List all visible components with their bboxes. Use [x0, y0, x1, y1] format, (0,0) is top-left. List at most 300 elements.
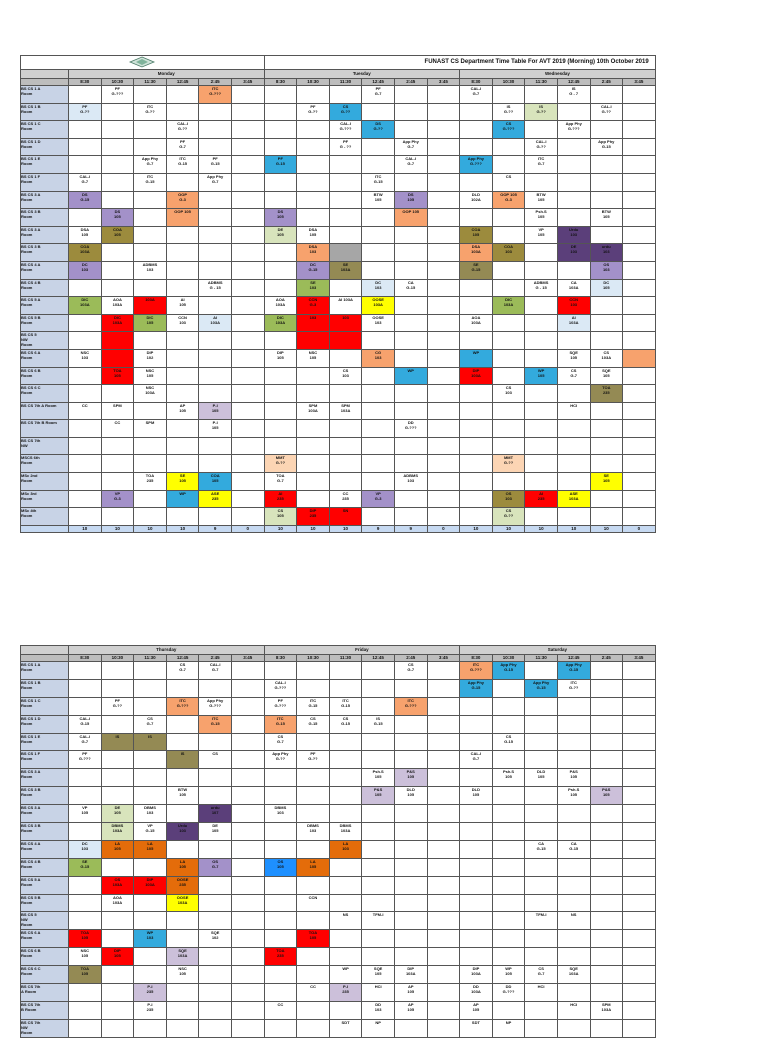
class-cell [460, 894, 493, 912]
class-cell [394, 948, 427, 966]
class-cell [264, 385, 297, 403]
class-cell [231, 733, 264, 751]
class-cell [394, 733, 427, 751]
class-cell [460, 437, 493, 455]
class-cell [492, 86, 525, 104]
class-cell: SPM [134, 420, 167, 438]
class-cell [69, 437, 102, 455]
class-cell [557, 876, 590, 894]
class-cell [297, 455, 330, 473]
time-slot-header: 8:30 [264, 655, 297, 662]
class-cell: CG 103 [362, 349, 395, 367]
class-cell [69, 912, 102, 930]
logo-cell [21, 56, 265, 70]
class-cell [329, 279, 362, 297]
class-cell [427, 437, 460, 455]
class-cell [460, 473, 493, 491]
class-cell [492, 402, 525, 420]
class-cell [427, 508, 460, 526]
class-cell: DE 105 [199, 823, 232, 841]
class-cell [231, 787, 264, 805]
class-cell [69, 138, 102, 156]
class-cell [134, 858, 167, 876]
class-cell: SDT [460, 1019, 493, 1037]
section-label: BS CS 1 C Room [21, 697, 69, 715]
class-cell: CCN 103 [557, 297, 590, 315]
class-cell: TFM-I [362, 912, 395, 930]
class-cell [427, 473, 460, 491]
class-cell: WP [166, 490, 199, 508]
class-cell [460, 385, 493, 403]
section-row [21, 912, 656, 930]
time-slot-header: 2:45 [394, 79, 427, 86]
class-cell [101, 385, 134, 403]
class-cell [362, 385, 395, 403]
class-cell [557, 103, 590, 121]
class-cell [557, 930, 590, 948]
class-cell [199, 103, 232, 121]
class-cell [557, 209, 590, 227]
class-cell [623, 297, 656, 315]
class-cell: AI 235 [525, 490, 558, 508]
class-cell: urdu 103 [590, 244, 623, 262]
class-cell: CA G-15 [557, 840, 590, 858]
class-cell: App Phy G-15 [590, 138, 623, 156]
class-cell: PF G-7 [166, 138, 199, 156]
class-cell: TFM-I [525, 912, 558, 930]
class-cell [557, 385, 590, 403]
section-label: BS CS 3 A Room [21, 769, 69, 787]
class-cell [231, 437, 264, 455]
class-cell: AOA 103A [101, 894, 134, 912]
class-cell [427, 1019, 460, 1037]
class-cell [557, 138, 590, 156]
class-cell [492, 279, 525, 297]
class-cell [264, 244, 297, 262]
time-slot-header: 8:30 [460, 655, 493, 662]
time-header-row [21, 655, 656, 662]
class-cell [525, 662, 558, 680]
class-cell [492, 715, 525, 733]
class-cell [264, 876, 297, 894]
class-cell [427, 930, 460, 948]
class-cell: TOA 235 [264, 948, 297, 966]
class-cell [623, 876, 656, 894]
class-cell [166, 715, 199, 733]
class-cell [525, 823, 558, 841]
class-cell: TOA 105 [69, 966, 102, 984]
section-row [21, 679, 656, 697]
class-cell [492, 930, 525, 948]
class-cell [427, 349, 460, 367]
class-cell: SPM 103A [329, 402, 362, 420]
class-cell: App Phy G-15 [460, 679, 493, 697]
class-cell [394, 121, 427, 139]
class-cell [362, 244, 395, 262]
class-cell [264, 121, 297, 139]
class-cell: ADBMS 103 [394, 473, 427, 491]
class-cell [297, 173, 330, 191]
class-cell: OOP 105 G-3 [492, 191, 525, 209]
class-cell [69, 490, 102, 508]
class-cell [231, 715, 264, 733]
class-cell [264, 840, 297, 858]
class-cell [460, 297, 493, 315]
class-cell [231, 420, 264, 438]
class-cell [134, 191, 167, 209]
class-cell [590, 297, 623, 315]
class-cell [427, 121, 460, 139]
class-cell [557, 261, 590, 279]
class-cell [69, 156, 102, 174]
class-cell [329, 244, 362, 262]
class-cell [427, 226, 460, 244]
class-cell [231, 662, 264, 680]
class-cell [394, 437, 427, 455]
class-cell [101, 715, 134, 733]
class-cell [590, 455, 623, 473]
class-cell [427, 769, 460, 787]
class-cell [362, 138, 395, 156]
class-cell [264, 662, 297, 680]
class-cell [297, 679, 330, 697]
time-slot-header: 11:30 [329, 655, 362, 662]
class-cell [69, 367, 102, 385]
class-cell [199, 209, 232, 227]
class-cell [590, 679, 623, 697]
class-cell [199, 912, 232, 930]
class-cell [427, 805, 460, 823]
slot-count: 10 [264, 525, 297, 532]
class-cell [329, 332, 362, 350]
class-cell [166, 332, 199, 350]
class-cell [231, 385, 264, 403]
section-label: BS CS 1 E Room [21, 733, 69, 751]
class-cell: SPM [101, 402, 134, 420]
class-cell: SE G-15 [69, 858, 102, 876]
class-cell [231, 984, 264, 1002]
class-cell [134, 679, 167, 697]
section-row [21, 823, 656, 841]
class-cell [231, 173, 264, 191]
class-cell [231, 751, 264, 769]
count-label [21, 525, 69, 532]
class-cell [623, 385, 656, 403]
class-cell [362, 156, 395, 174]
class-cell [264, 261, 297, 279]
class-cell [362, 858, 395, 876]
class-cell [199, 948, 232, 966]
class-cell [231, 508, 264, 526]
class-cell [231, 679, 264, 697]
section-row [21, 244, 656, 262]
section-row [21, 840, 656, 858]
class-cell [623, 191, 656, 209]
class-cell [199, 138, 232, 156]
section-label: BS CS 4 A Room [21, 840, 69, 858]
class-cell [525, 751, 558, 769]
class-cell [492, 679, 525, 697]
class-cell [427, 209, 460, 227]
class-cell: Psh.S 105 [557, 787, 590, 805]
class-cell [362, 679, 395, 697]
class-cell: CAL-I G-7 [69, 733, 102, 751]
section-row [21, 402, 656, 420]
class-cell [101, 455, 134, 473]
class-cell [623, 279, 656, 297]
class-cell [427, 966, 460, 984]
section-label: BS CS 1 E Room [21, 156, 69, 174]
class-cell [492, 894, 525, 912]
class-cell [557, 173, 590, 191]
class-cell [590, 173, 623, 191]
class-cell [166, 173, 199, 191]
class-cell [297, 332, 330, 350]
count-row [21, 525, 656, 532]
class-cell [427, 385, 460, 403]
class-cell [492, 437, 525, 455]
class-cell [231, 490, 264, 508]
corner-cell [21, 655, 69, 662]
class-cell [329, 948, 362, 966]
time-slot-header: 10:30 [297, 655, 330, 662]
class-cell: CCN 103 [166, 314, 199, 332]
class-cell: SPM 103A [590, 1001, 623, 1019]
class-cell: 103 [329, 314, 362, 332]
class-cell [427, 948, 460, 966]
class-cell: BTW 105 [166, 787, 199, 805]
class-cell: AI 235 [264, 490, 297, 508]
class-cell [557, 420, 590, 438]
section-row [21, 332, 656, 350]
class-cell [231, 244, 264, 262]
day-header-row [21, 646, 656, 655]
class-cell [101, 279, 134, 297]
time-slot-header: 3:45 [623, 655, 656, 662]
class-cell [525, 1019, 558, 1037]
class-cell [525, 473, 558, 491]
class-cell [394, 508, 427, 526]
class-cell [329, 191, 362, 209]
class-cell: CS G-7 [134, 715, 167, 733]
class-cell [394, 858, 427, 876]
class-cell: OOSE 103A [362, 297, 395, 315]
class-cell [199, 385, 232, 403]
class-cell [623, 473, 656, 491]
class-cell: AI 103A [199, 314, 232, 332]
class-cell [427, 367, 460, 385]
class-cell: CS G-7 [264, 733, 297, 751]
class-cell [623, 103, 656, 121]
class-cell [590, 840, 623, 858]
class-cell: DC 103 [362, 279, 395, 297]
class-cell [557, 455, 590, 473]
class-cell [623, 121, 656, 139]
class-cell: CAL-I G-7 [69, 173, 102, 191]
class-cell [199, 876, 232, 894]
class-cell [134, 894, 167, 912]
class-cell: App Phy G-15 [492, 662, 525, 680]
class-cell: CS 103 [329, 367, 362, 385]
class-cell [329, 662, 362, 680]
class-cell [199, 1019, 232, 1037]
class-cell [297, 209, 330, 227]
class-cell [525, 244, 558, 262]
section-row [21, 805, 656, 823]
class-cell [231, 966, 264, 984]
class-cell: Psh.S 105 [492, 769, 525, 787]
class-cell [264, 367, 297, 385]
class-cell [264, 138, 297, 156]
class-cell [297, 367, 330, 385]
class-cell: ADBMS G - 15 [525, 279, 558, 297]
class-cell [134, 226, 167, 244]
class-cell: DC 103 [69, 840, 102, 858]
class-cell [492, 367, 525, 385]
class-cell [101, 930, 134, 948]
class-cell: TOA 235 [134, 473, 167, 491]
section-label: BS CS 3 A Room [21, 805, 69, 823]
section-label: BS CS 3 B Room [21, 823, 69, 841]
section-row [21, 787, 656, 805]
class-cell: CAL-I G-7 [460, 751, 493, 769]
class-cell [231, 138, 264, 156]
class-cell [69, 420, 102, 438]
class-cell: DIC 103A [101, 314, 134, 332]
timetable-sheet-2 [20, 645, 656, 1038]
class-cell [231, 948, 264, 966]
class-cell [492, 420, 525, 438]
class-cell [231, 209, 264, 227]
class-cell [166, 1019, 199, 1037]
class-cell: ITC G-15 [199, 715, 232, 733]
class-cell: DIC 105 [134, 314, 167, 332]
section-label: MSc 3rd Room [21, 490, 69, 508]
class-cell: CS G-?? [492, 508, 525, 526]
class-cell [264, 173, 297, 191]
timetable-sheet-1 [20, 55, 656, 533]
class-cell: OS 103 [590, 261, 623, 279]
class-cell: DSA 105 [69, 226, 102, 244]
class-cell [264, 402, 297, 420]
class-cell: DIP 102 [134, 349, 167, 367]
section-label: BS CS 6 A Room [21, 930, 69, 948]
section-row [21, 367, 656, 385]
time-slot-header: 8:30 [69, 655, 102, 662]
class-cell [166, 261, 199, 279]
class-cell [362, 948, 395, 966]
class-cell: HCI [362, 984, 395, 1002]
class-cell [525, 261, 558, 279]
class-cell [362, 103, 395, 121]
slot-count: 10 [101, 525, 134, 532]
class-cell [134, 769, 167, 787]
class-cell [623, 508, 656, 526]
class-cell [460, 912, 493, 930]
section-row [21, 261, 656, 279]
class-cell: SN [329, 508, 362, 526]
section-row [21, 156, 656, 174]
class-cell: App Phy G-??? [557, 121, 590, 139]
section-label: BS CS 4 A Room [21, 261, 69, 279]
class-cell: OS 103 [492, 490, 525, 508]
class-cell [264, 912, 297, 930]
class-cell [101, 679, 134, 697]
class-cell: CAL-I G-?? [525, 138, 558, 156]
class-cell [166, 1001, 199, 1019]
class-cell [297, 191, 330, 209]
class-cell [362, 930, 395, 948]
class-cell [362, 508, 395, 526]
class-cell: CS G-7 [394, 662, 427, 680]
class-cell [590, 226, 623, 244]
class-cell: CS [492, 173, 525, 191]
class-cell: ITC G-??? [394, 697, 427, 715]
class-cell: DSA 103 [297, 244, 330, 262]
class-cell [231, 121, 264, 139]
section-row [21, 1019, 656, 1037]
class-cell [427, 787, 460, 805]
class-cell: ITC G-15 [297, 697, 330, 715]
class-cell [199, 679, 232, 697]
section-row [21, 437, 656, 455]
class-cell [231, 876, 264, 894]
class-cell: P&S 105 [394, 769, 427, 787]
class-cell: TOA G-7 [264, 473, 297, 491]
class-cell [134, 402, 167, 420]
class-cell: SE 103 [297, 279, 330, 297]
class-cell [329, 226, 362, 244]
class-cell: HCI [557, 402, 590, 420]
class-cell: ITC G-15 [166, 156, 199, 174]
class-cell [492, 156, 525, 174]
class-cell [166, 930, 199, 948]
class-cell: 103 [297, 314, 330, 332]
section-row [21, 966, 656, 984]
section-row [21, 121, 656, 139]
class-cell [362, 209, 395, 227]
class-cell [329, 679, 362, 697]
class-cell: LA 105 [134, 840, 167, 858]
class-cell [492, 261, 525, 279]
class-cell [460, 930, 493, 948]
class-cell: AI 103A [557, 314, 590, 332]
class-cell: OOP 105 [394, 209, 427, 227]
class-cell: ADBMS 103 [134, 261, 167, 279]
class-cell [329, 787, 362, 805]
class-cell: ITC G-?? [557, 679, 590, 697]
class-cell [297, 769, 330, 787]
class-cell [427, 715, 460, 733]
class-cell [134, 279, 167, 297]
section-label: BS CS 7th A Room [21, 984, 69, 1002]
class-cell [199, 261, 232, 279]
class-cell: PF G-7 [362, 86, 395, 104]
class-cell [590, 86, 623, 104]
class-cell [134, 751, 167, 769]
class-cell: ADBMS G - 15 [199, 279, 232, 297]
class-cell [134, 966, 167, 984]
class-cell: Psh.S 105 [362, 769, 395, 787]
class-cell: CS G-?? [329, 103, 362, 121]
class-cell: AOA 103A [101, 297, 134, 315]
section-label: BS CS 5 B Room [21, 894, 69, 912]
time-slot-header: 12:45 [362, 79, 395, 86]
class-cell: DC G-15 [297, 261, 330, 279]
class-cell [623, 805, 656, 823]
class-cell [101, 261, 134, 279]
class-cell [427, 173, 460, 191]
